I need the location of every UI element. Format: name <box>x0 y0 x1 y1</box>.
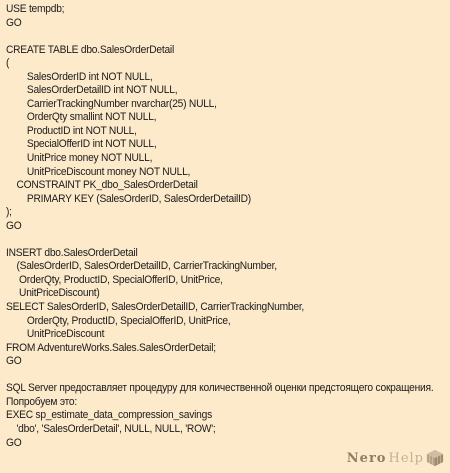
code-line: SpecialOfferID int NOT NULL, <box>6 138 157 151</box>
code-line: USE tempdb; <box>6 3 65 15</box>
code-line: GO <box>6 16 22 29</box>
code-line: CREATE TABLE dbo.SalesOrderDetail <box>6 43 175 56</box>
code-line: OrderQty, ProductID, SpecialOfferID, UnitPrice, <box>6 273 223 286</box>
watermark <box>347 449 444 467</box>
code-line: ); <box>6 206 12 219</box>
code-line: CONSTRAINT PK_dbo_SalesOrderDetail <box>6 179 198 192</box>
watermark-text-help: Help <box>388 450 424 466</box>
code-line: INSERT dbo.SalesOrderDetail <box>6 246 138 259</box>
code-line: PRIMARY KEY (SalesOrderID, SalesOrderDetailID) <box>6 192 251 205</box>
code-line: SalesOrderID int NOT NULL, <box>6 70 153 83</box>
code-line <box>6 369 415 383</box>
code-listing <box>6 3 434 450</box>
code-line: SELECT SalesOrderID, SalesOrderDetailID, CarrierTrackingNumber, <box>6 301 305 314</box>
code-line: UnitPriceDiscount money NOT NULL, <box>6 165 191 178</box>
code-line: OrderQty smallint NOT NULL, <box>6 111 157 124</box>
code-line: EXEC sp_estimate_data_compression_savings <box>6 409 212 422</box>
code-line: OrderQty, ProductID, SpecialOfferID, UnitPrice, <box>6 314 231 327</box>
prose-line: SQL Server предоставляет процедуру для количественной оценки предстоящего сокращения. <box>6 382 434 395</box>
code-line: GO <box>6 219 22 232</box>
code-line: (SalesOrderID, SalesOrderDetailID, CarrierTrackingNumber, <box>6 260 277 273</box>
cube-logo-icon <box>426 449 444 467</box>
code-line: ( <box>6 57 10 70</box>
code-line <box>6 30 415 44</box>
code-line <box>6 233 415 247</box>
code-line: UnitPriceDiscount <box>6 328 105 341</box>
code-line: ProductID int NOT NULL, <box>6 124 137 137</box>
code-line: UnitPrice money NOT NULL, <box>6 152 153 165</box>
code-line: GO <box>6 355 22 368</box>
code-line: GO <box>6 436 22 449</box>
code-line: SalesOrderDetailID int NOT NULL, <box>6 84 178 97</box>
watermark-text-nero: Nero <box>346 450 387 466</box>
code-line: UnitPriceDiscount) <box>6 287 100 300</box>
code-line: 'dbo', 'SalesOrderDetail', NULL, NULL, 'ROW'; <box>6 422 216 435</box>
prose-line: Попробуем это: <box>6 395 78 408</box>
code-line: FROM AdventureWorks.Sales.SalesOrderDetail; <box>6 341 216 354</box>
code-line: CarrierTrackingNumber nvarchar(25) NULL, <box>6 97 217 110</box>
